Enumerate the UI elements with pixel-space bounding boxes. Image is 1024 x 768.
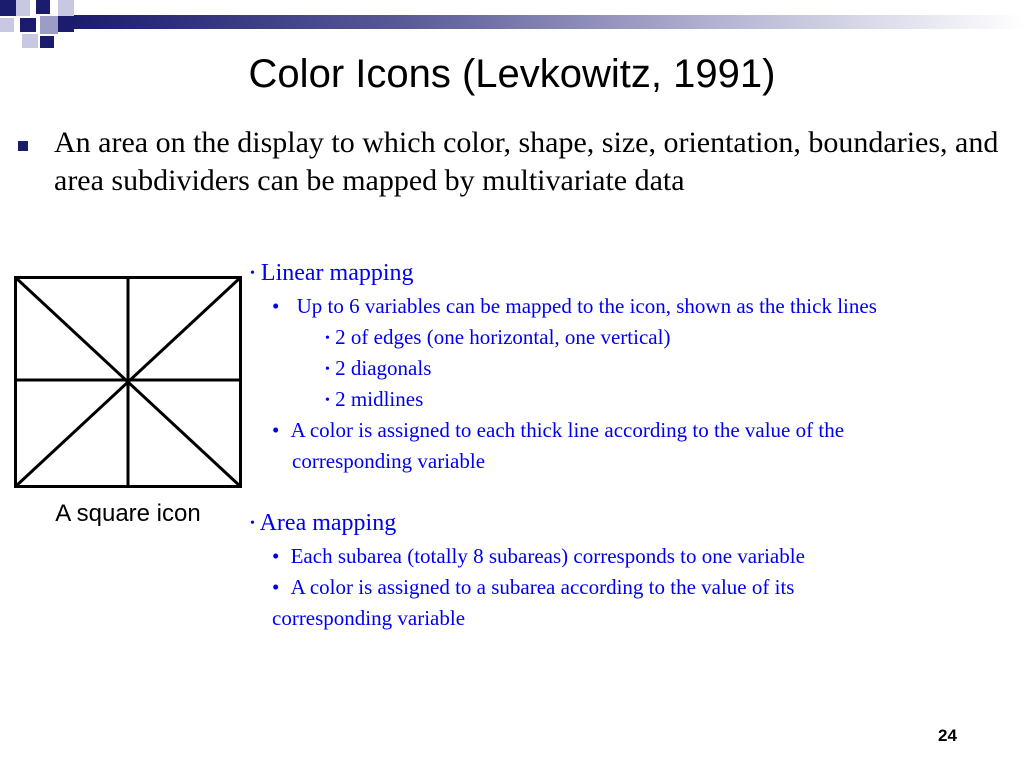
linear-item-2-text: A color is assigned to each thick line according to the value of the (290, 418, 845, 442)
area-mapping-label: Area mapping (259, 510, 397, 536)
bullet-dot: • (325, 362, 330, 377)
bullet-dot: • (272, 544, 280, 568)
bullet-dot: • (325, 393, 330, 408)
slide-title: Color Icons (Levkowitz, 1991) (248, 52, 776, 96)
main-bullet-text: An area on the display to which color, shape, size, orientation, boundaries, and area subdividers can be mapped by multivariate data (54, 126, 999, 197)
area-mapping-heading (250, 510, 396, 537)
linear-sub-1 (325, 325, 670, 350)
square-bullet-icon (18, 141, 28, 151)
bullet-dot: • (272, 575, 280, 599)
deco-square (20, 18, 36, 32)
bullet-dot: • (272, 418, 280, 442)
deco-square (58, 16, 74, 32)
linear-sub-3 (325, 387, 423, 412)
linear-sub-2 (325, 356, 431, 381)
bullet-dot: • (250, 516, 255, 531)
icon-caption: A square icon (55, 500, 201, 527)
linear-mapping-heading (250, 260, 414, 287)
linear-item-2-continued: corresponding variable (292, 449, 486, 473)
linear-sub-3-text: 2 midlines (335, 387, 424, 411)
linear-sub-2-text: 2 diagonals (335, 356, 432, 380)
header-decoration (0, 0, 1024, 50)
area-item-2-continued: corresponding variable (272, 606, 466, 630)
linear-item-1 (272, 294, 877, 319)
square-icon-diagram (14, 276, 242, 488)
deco-square (22, 34, 38, 48)
linear-mapping-label: Linear mapping (260, 260, 414, 286)
deco-square (40, 36, 54, 48)
linear-item-1-text: Up to 6 variables can be mapped to the icon, shown as the thick lines (296, 294, 877, 318)
bullet-dot: • (272, 294, 280, 318)
area-item-2 (272, 575, 794, 600)
bullet-dot: • (325, 331, 330, 346)
bullet-dot: • (250, 266, 255, 281)
area-item-2-text: A color is assigned to a subarea according to the value of its (290, 575, 795, 599)
deco-square (58, 0, 74, 16)
header-gradient-bar (74, 15, 1024, 29)
page-number: 24 (938, 726, 957, 745)
deco-square (0, 18, 14, 32)
area-item-1 (272, 544, 805, 569)
deco-square (16, 0, 30, 16)
linear-sub-1-text: 2 of edges (one horizontal, one vertical) (335, 325, 671, 349)
area-item-1-text: Each subarea (totally 8 subareas) corresponds to one variable (290, 544, 805, 568)
deco-square (40, 16, 58, 34)
deco-square (36, 0, 50, 14)
linear-item-2 (272, 418, 844, 443)
deco-square (0, 0, 16, 16)
